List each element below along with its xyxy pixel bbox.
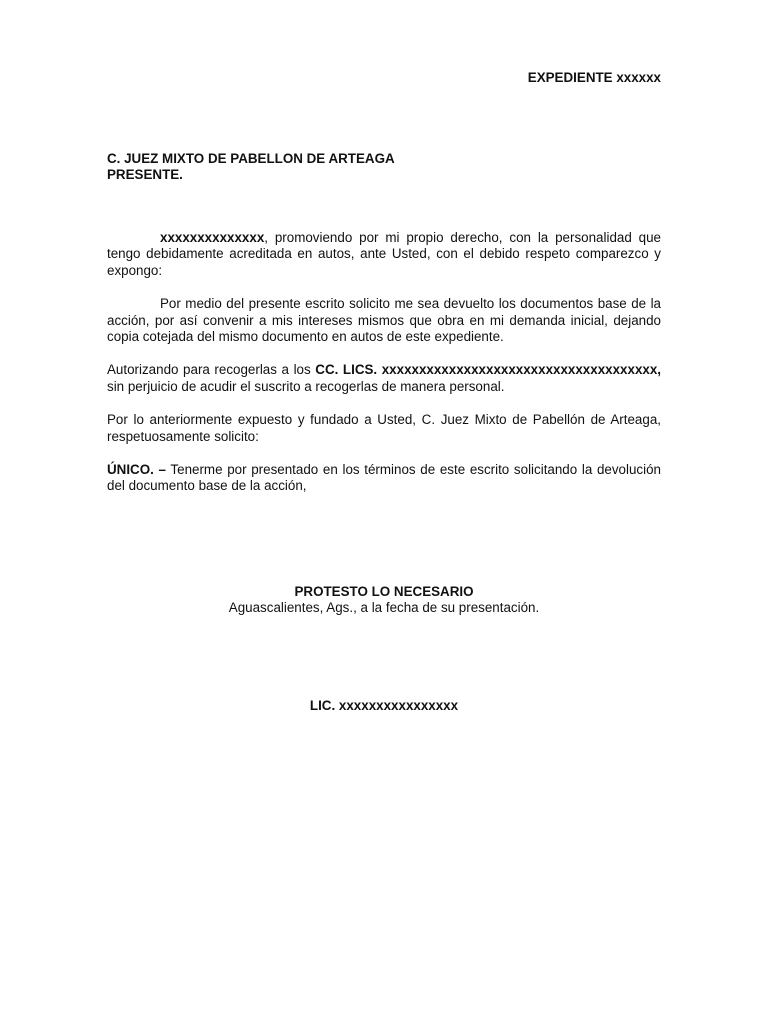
closing-block [107,584,661,617]
unico-label: ÚNICO. – [107,462,166,478]
promoter-name: xxxxxxxxxxxxxx [160,230,265,245]
case-number: EXPEDIENTE xxxxxx [527,70,661,85]
authorized-lawyers: CC. LICS. xxxxxxxxxxxxxxxxxxxxxxxxxxxxxxxxxxxxx, [315,362,662,378]
addressee-judge: C. JUEZ MIXTO DE PABELLON DE ARTEAGA [107,151,395,166]
closing-place-date: Aguascalientes, Ags., a la fecha de su presentación. [228,600,540,616]
addressee-presente: PRESENTE. [107,167,183,183]
closing-title: PROTESTO LO NECESARIO [294,584,474,599]
authorization-start: Autorizando para recogerlas a los [107,362,316,378]
paragraph-introduction [107,230,661,279]
addressee-block [107,151,395,184]
paragraph-authorization [107,362,661,395]
paragraph-unico [107,462,661,495]
paragraph-petition: Por lo anteriormente expuesto y fundado a Usted, C. Juez Mixto de Pabellón de Arteaga, respetuosamente solicito: [107,412,661,444]
introduction-text: , promoviendo por mi propio derecho, con la personalidad que tengo debidamente acreditada en autos, ante Usted, con el debido respeto comparezco y expongo: [107,230,661,278]
document-body [107,230,661,512]
paragraph-request: Por medio del presente escrito solicito me sea devuelto los documentos base de la acción, por así convenir a mis intereses mismos que obra en mi demanda inicial, dejando copia cotejada del mismo documento en autos de este expediente. [107,296,661,345]
unico-text: Tenerme por presentado en los términos de este escrito solicitando la devolución del documento base de la acción, [107,462,661,494]
signature-name: LIC. xxxxxxxxxxxxxxxx [309,698,459,713]
authorization-end: sin perjuicio de acudir el suscrito a recogerlas de manera personal. [107,378,505,394]
